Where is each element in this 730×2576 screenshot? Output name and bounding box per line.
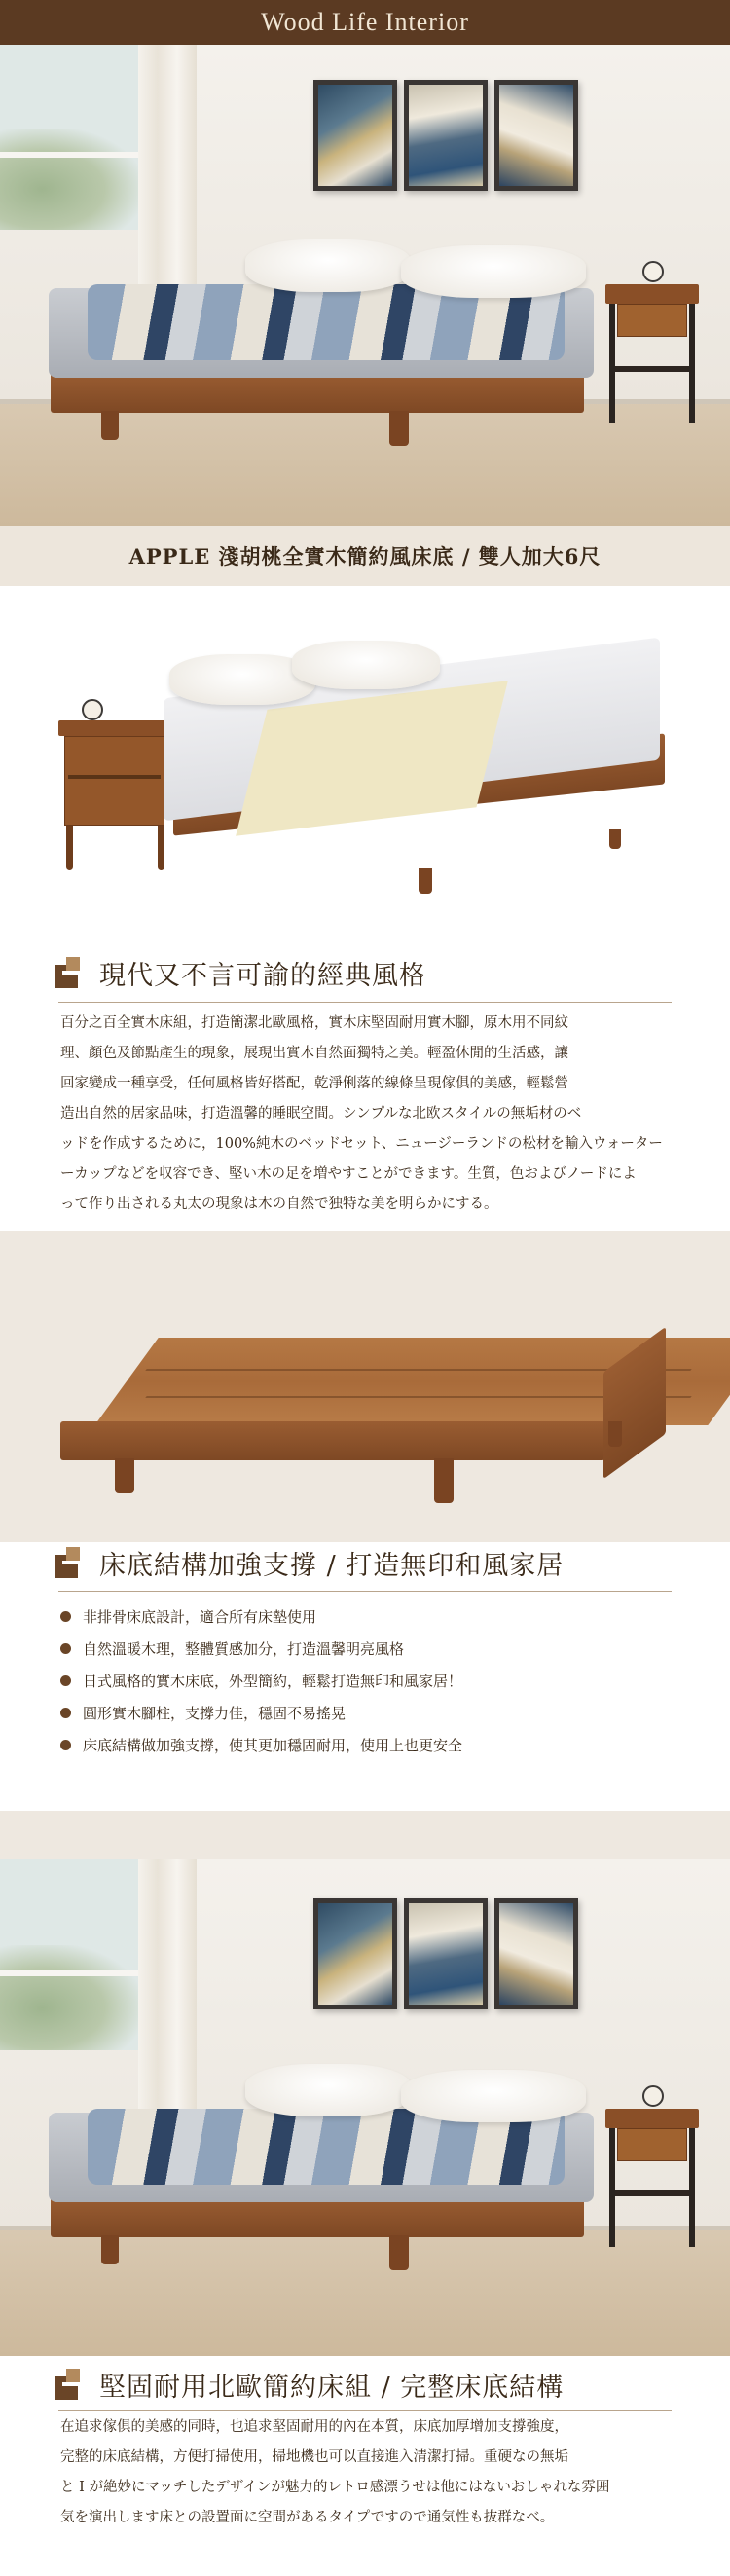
paragraph-line: 回家變成一種享受，任何風格皆好搭配，乾淨俐落的線條呈現傢俱的美感，輕鬆營 — [60, 1076, 568, 1091]
bullet-dot-icon — [60, 1740, 71, 1750]
list-item: 床底結構做加強支撐，使其更加穩固耐用，使用上也更安全 — [60, 1729, 674, 1761]
wall-art-3 — [494, 1898, 578, 2009]
clock-icon — [642, 261, 664, 282]
bullet-dot-icon — [60, 1708, 71, 1718]
paragraph-line: 完整的床底結構，方便打掃使用，掃地機也可以直接進入清潔打掃。重硬なの無垢 — [60, 2449, 568, 2465]
section-2-title: 床底結構加強支撐 / 打造無印和風家居 — [99, 1551, 565, 1581]
section-1-heading — [55, 954, 426, 992]
heading-square-icon — [55, 2369, 88, 2402]
bullet-dot-icon — [60, 1675, 71, 1686]
product-photo-bed-base — [0, 1231, 730, 1542]
brand-header — [0, 0, 730, 45]
list-item: 自然溫暖木理，整體質感加分，打造溫馨明亮風格 — [60, 1633, 674, 1665]
hero-room-photo — [0, 45, 730, 526]
paragraph-line: ーカップなどを収容でき、堅い木の足を増やすことができます。生質，色およびノードによ — [60, 1166, 637, 1182]
paragraph-line: って作り出される丸太の現象は木の自然で独特な美を明らかにする。 — [60, 1196, 498, 1212]
wall-art-2 — [404, 80, 488, 191]
section-3-heading — [55, 2366, 564, 2404]
nightstand — [605, 284, 699, 304]
section-3-title: 堅固耐用北歐簡約床組 / 完整床底結構 — [99, 2373, 565, 2403]
paragraph-line: 造出自然的居家品味，打造溫馨的睡眠空間。シンプルな北欧スタイルの無垢材のベ — [60, 1106, 582, 1122]
heading-square-icon — [55, 1547, 88, 1580]
paragraph-line: と I が絶妙にマッチしたデザインが魅力的レトロ感漂うせは他にはないおしゃれな雰囲 — [60, 2480, 610, 2495]
room-photo-2 — [0, 1859, 730, 2356]
paragraph-line: 気を演出します床との設置面に空間があるタイプですので通気性も抜群なべ。 — [60, 2510, 555, 2525]
paragraph-line: 理、顏色及節點產生的現象，展現出實木自然面獨特之美。輕盈休閒的生活感，讓 — [60, 1046, 568, 1061]
feature-list — [60, 1601, 674, 1761]
paragraph-line: ッドを作成するために，100%純木のベッドセット、ニュージーランドの松材を輸入ウォーター — [60, 1136, 663, 1152]
bed-frame — [51, 372, 584, 413]
section-3-paragraph — [60, 2412, 674, 2533]
wall-art-1 — [313, 80, 397, 191]
wall-art-2 — [404, 1898, 488, 2009]
product-photo-bed-angle — [0, 613, 730, 935]
product-caption-bar — [0, 526, 730, 586]
heading-square-icon — [55, 957, 88, 990]
wall-art-1 — [313, 1898, 397, 2009]
paragraph-line: 百分之百全實木床組，打造簡潔北歐風格，實木床堅固耐用實木腳，原木用不同紋 — [60, 1015, 568, 1031]
section-2-heading — [55, 1544, 564, 1582]
product-caption: APPLE 淺胡桃全實木簡約風床底 / 雙人加大6尺 — [128, 544, 602, 569]
paragraph-line: 在追求傢俱的美感的同時，也追求堅固耐用的內在本質，床底加厚增加支撐強度， — [60, 2419, 568, 2435]
wall-art-3 — [494, 80, 578, 191]
brand-title: Wood Life Interior — [261, 8, 469, 36]
section-1-title: 現代又不言可諭的經典風格 — [99, 961, 426, 991]
list-item: 日式風格的實木床底，外型簡約，輕鬆打造無印和風家居！ — [60, 1665, 674, 1697]
section-1-paragraph — [60, 1009, 674, 1220]
list-item: 圓形實木腳柱，支撐力佳，穩固不易搖晃 — [60, 1697, 674, 1729]
bullet-dot-icon — [60, 1643, 71, 1654]
bullet-dot-icon — [60, 1611, 71, 1622]
list-item: 非排骨床底設計，適合所有床墊使用 — [60, 1601, 674, 1633]
